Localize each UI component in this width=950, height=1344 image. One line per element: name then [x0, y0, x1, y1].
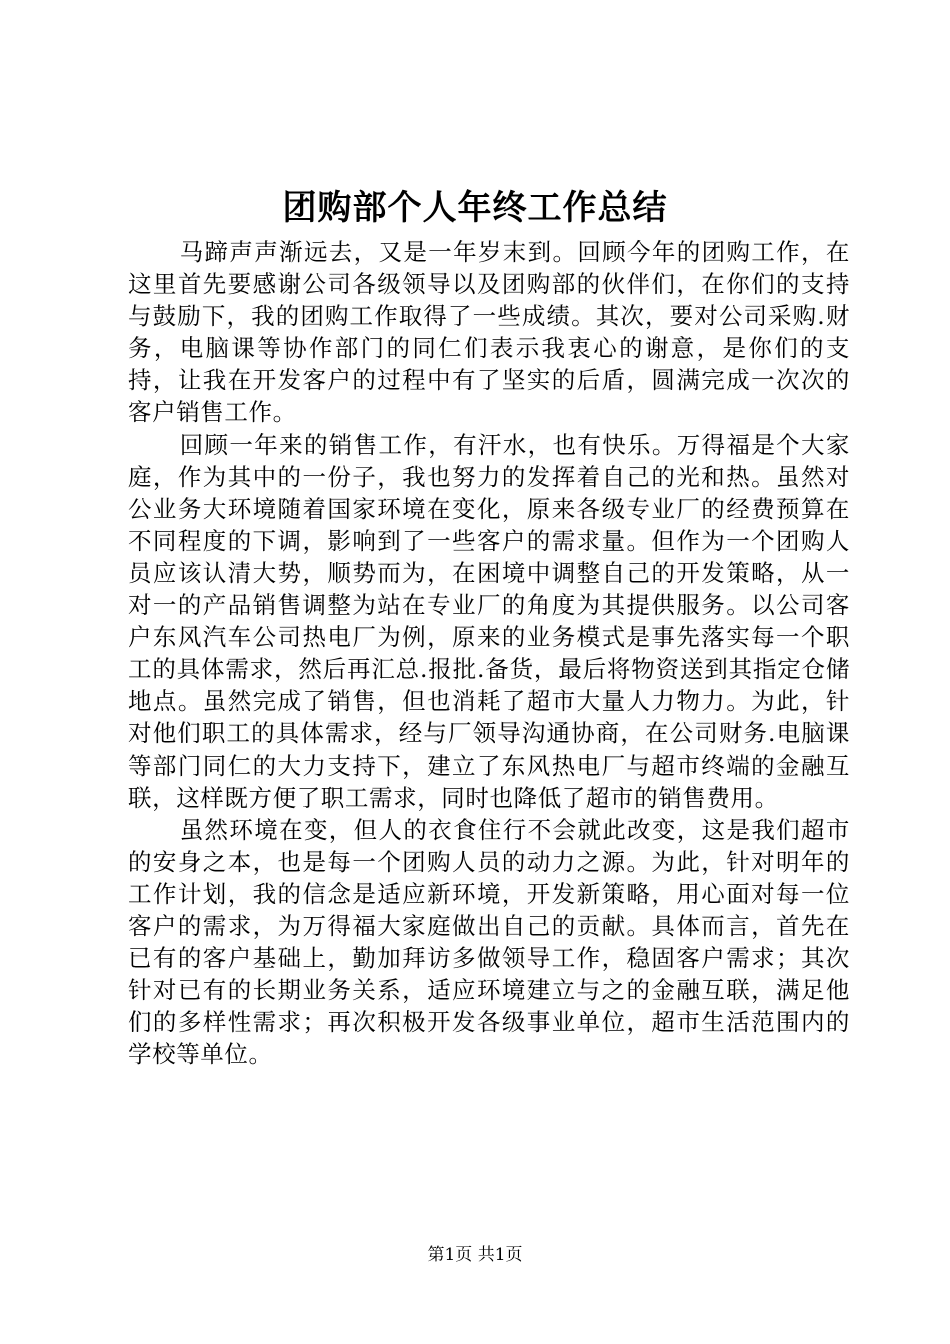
document-body — [128, 236, 850, 1070]
paragraph-2: 回顾一年来的销售工作，有汗水，也有快乐。万得福是个大家庭，作为其中的一份子，我也努力的发挥着自己的光和热。虽然对公业务大环境随着国家环境在变化，原来各级专业厂的经费预算在不同程度的下调，影响到了一些客户的需求量。但作为一个团购人员应该认清大势，顺势而为，在困境中调整自己的开发策略，从一对一的产品销售调整为站在专业厂的角度为其提供服务。以公司客户东风汽车公司热电厂为例，原来的业务模式是事先落实每一个职工的具体需求，然后再汇总.报批.备货，最后将物资送到其指定仓储地点。虽然完成了销售，但也消耗了超市大量人力物力。为此，针对他们职工的具体需求，经与厂领导沟通协商，在公司财务.电脑课等部门同仁的大力支持下，建立了东风热电厂与超市终端的金融互联，这样既方便了职工需求，同时也降低了超市的销售费用。 — [128, 430, 850, 812]
paragraph-3: 虽然环境在变，但人的衣食住行不会就此改变，这是我们超市的安身之本，也是每一个团购人员的动力之源。为此，针对明年的工作计划，我的信念是适应新环境，开发新策略，用心面对每一位客户的需求，为万得福大家庭做出自己的贡献。具体而言，首先在已有的客户基础上，勤加拜访多做领导工作，稳固客户需求；其次针对已有的长期业务关系，适应环境建立与之的金融互联，满足他们的多样性需求；再次积极开发各级事业单位，超市生活范围内的学校等单位。 — [128, 815, 850, 1069]
paragraph-1: 马蹄声声渐远去，又是一年岁末到。回顾今年的团购工作，在这里首先要感谢公司各级领导以及团购部的伙伴们，在你们的支持与鼓励下，我的团购工作取得了一些成绩。其次，要对公司采购.财务，电脑课等协作部门的同仁们表示我衷心的谢意，是你们的支持，让我在开发客户的过程中有了坚实的后盾，圆满完成一次次的客户销售工作。 — [128, 238, 850, 427]
document-title: 团购部个人年终工作总结 — [282, 188, 668, 228]
page-footer: 第1页 共1页 — [427, 1245, 523, 1265]
